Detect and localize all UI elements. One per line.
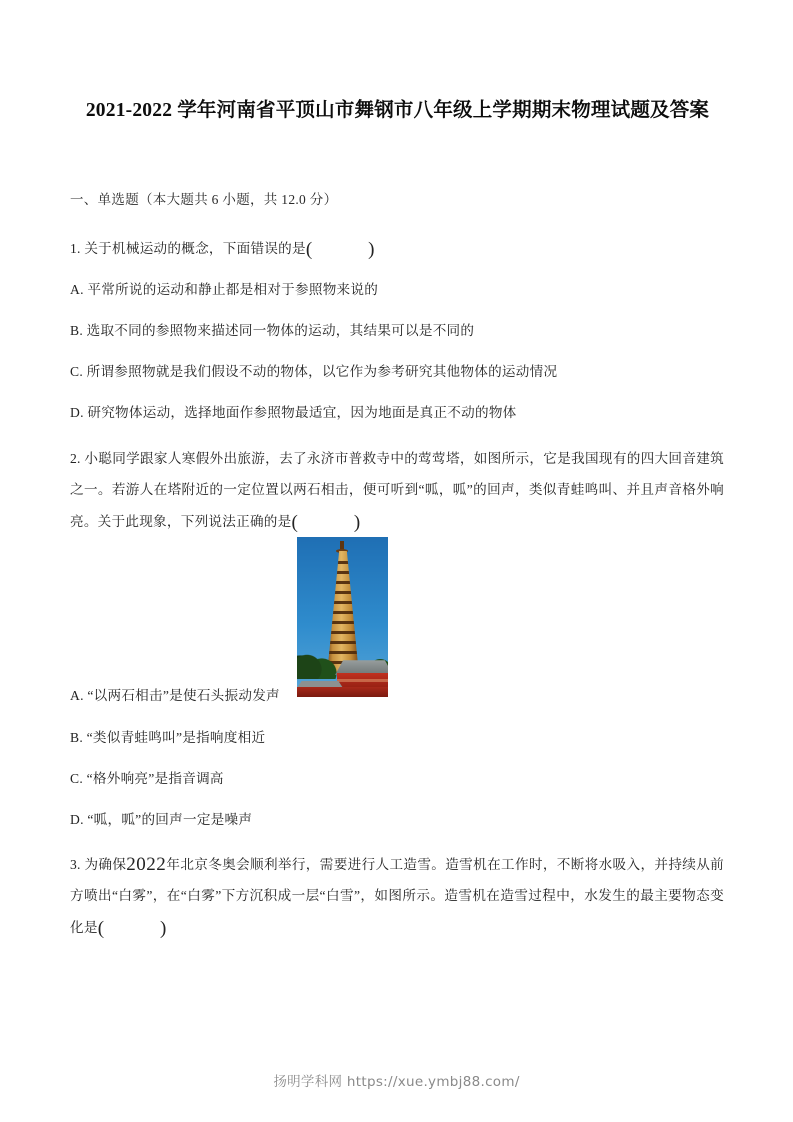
question-1-option-d: D. 研究物体运动，选择地面作参照物最适宜，因为地面是真正不动的物体 (70, 405, 517, 420)
question-3-stem-part1: 3. 为确保 (70, 857, 127, 872)
pagoda-figure (297, 537, 388, 697)
question-2-stem-text: 2. 小聪同学跟家人寒假外出旅游，去了永济市普救寺中的莺莺塔，如图所示，它是我国现有的四大回音建筑之一。若游人在塔附近的一定位置以两石相击，便可听到“呱，呱”的回声，类似青蛙鸣叫、并且声音格外响亮。关于此现象，下列说法正确的是 (70, 451, 724, 529)
page-title: 2021-2022 学年河南省平顶山市舞钢市八年级上学期期末物理试题及答案 (85, 100, 710, 121)
question-1-option-b: B. 选取不同的参照物来描述同一物体的运动，其结果可以是不同的 (70, 323, 475, 338)
section-heading: 一、单选题（本大题共 6 小题，共 12.0 分） (70, 192, 338, 207)
question-1-answer-blank: ( ) (305, 239, 375, 260)
question-2-answer-blank: ( ) (291, 512, 361, 533)
question-2-option-b: B. “类似青蛙鸣叫”是指响度相近 (70, 730, 266, 745)
question-2-option-c: C. “格外响亮”是指音调高 (70, 771, 224, 786)
question-3-year: 2022 (126, 854, 167, 875)
question-3-stem (70, 848, 724, 943)
question-2-option-a: A. “以两石相击”是使石头振动发声 (70, 688, 280, 703)
question-3-stem-part2: 年北京冬奥会顺利举行，需要进行人工造雪。造雪机在工作时，不断将水吸入，并持续从前方喷出“白雾”，在“白雾”下方沉积成一层“白雪”，如图所示。造雪机在造雪过程中，水发生的最主要物态变化是 (70, 857, 725, 935)
footer-watermark: 扬明学科网 https://xue.ymbj88.com/ (273, 1074, 520, 1090)
question-3-answer-blank: ( ) (97, 918, 167, 939)
question-1-option-a: A. 平常所说的运动和静止都是相对于参照物来说的 (70, 282, 379, 297)
trees-left (297, 647, 337, 679)
question-2-option-d: D. “呱，呱”的回声一定是噪声 (70, 812, 253, 827)
question-1-stem-text: 1. 关于机械运动的概念，下面错误的是 (70, 241, 306, 256)
question-2-stem (70, 443, 724, 537)
question-1-stem (70, 232, 724, 264)
question-1-option-c: C. 所谓参照物就是我们假设不动的物体，以它作为参考研究其他物体的运动情况 (70, 364, 558, 379)
